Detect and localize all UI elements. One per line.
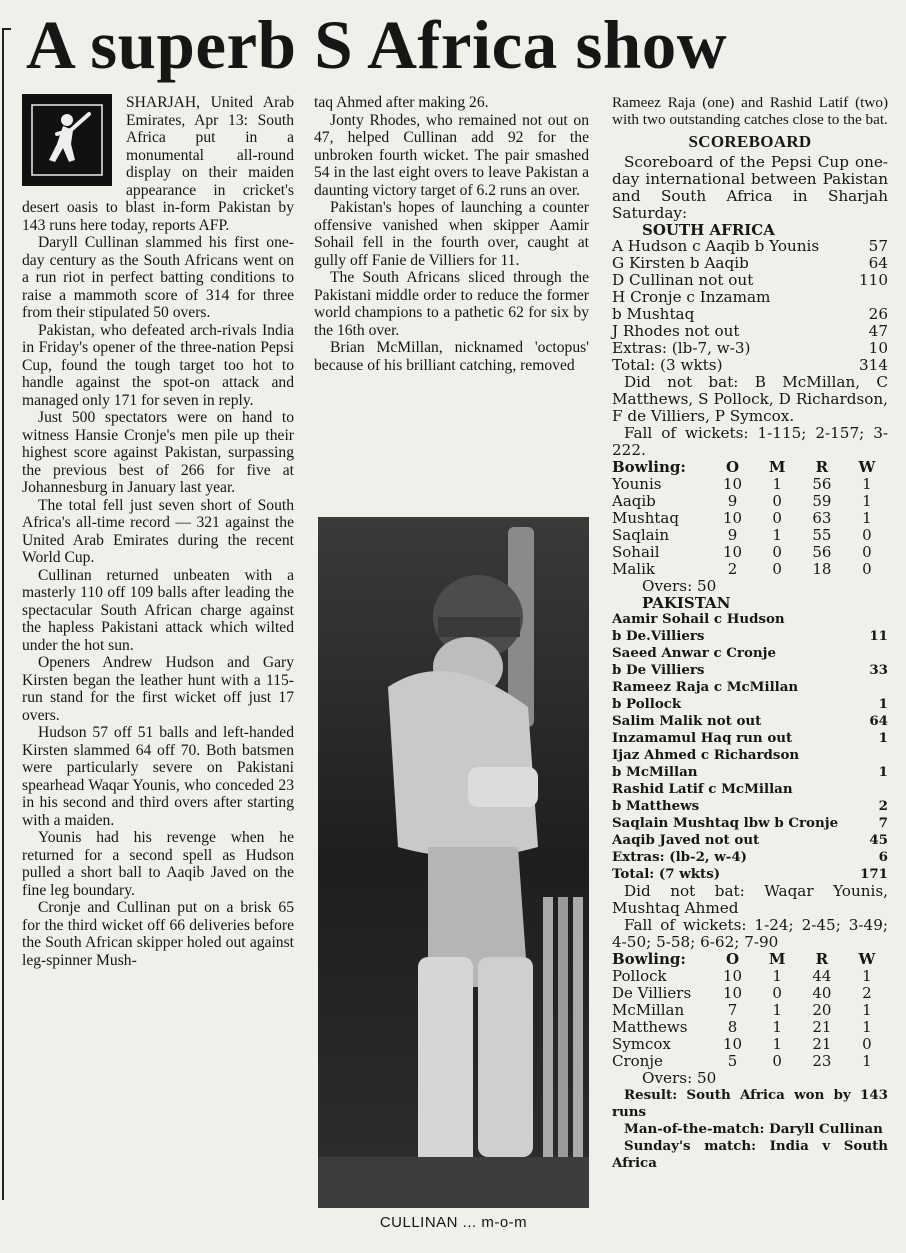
batting-row [612,815,888,832]
bowling-figure: 1 [862,1052,872,1070]
batting-row [612,289,888,306]
headline: A superb S Africa show [26,7,728,83]
bowling-figure: 1 [862,1001,872,1019]
bowling-header-cell: O [725,950,740,968]
match-result: Result: South Africa won by 143 runs [612,1087,888,1120]
article-paragraph: Pakistan's hopes of launching a counter offensive vanished when skipper Aamir Sohail fell in the fourth over, caught at gully off Fanie de Villiers for 11. [314,199,589,269]
bowling-figure: 20 [812,1001,832,1019]
bowling-figure: 21 [812,1018,832,1036]
did-not-bat: Did not bat: B McMillan, C Matthews, S Pollock, D Richardson, F de Villiers, P Symcox. [612,373,888,425]
bowling-figure: 21 [812,1035,832,1053]
scoreboard-column [612,94,888,1172]
team-heading-south-africa: SOUTH AFRICA [642,221,775,239]
batting-row [612,713,888,730]
bowler-name: Matthews [612,1018,688,1036]
bowling-figure: 0 [772,1052,782,1070]
bowling-header-cell: R [815,950,829,968]
team-heading-pakistan: PAKISTAN [642,594,731,612]
batting-row [612,866,888,883]
batting-row [612,832,888,849]
batsman-name: Ijaz Ahmed c Richardson [612,747,800,763]
bowling-figure: 44 [812,967,832,985]
bowler-name: Malik [612,560,655,578]
bowling-header-row [612,459,888,476]
bowling-figure: 2 [727,560,738,578]
runs-value: 10 [868,339,888,357]
batsman-name: Extras: (lb-7, w-3) [612,339,751,357]
bowling-row [612,561,888,578]
bowling-figure: 0 [772,543,782,561]
bowling-figure: 0 [862,526,872,544]
article-paragraph: Just 500 spectators were on hand to witness Hansie Cronje's men pile up their highest score against Pakistan, surpassing the previous best of 266 for five at Johannesburg in January last year. [22,409,294,496]
bowling-row [612,1002,888,1019]
bowling-row [612,476,888,493]
batsman-name: Rashid Latif c McMillan [612,781,793,797]
runs-value: 1 [878,730,888,746]
fall-of-wickets: Fall of wickets: 1-115; 2-157; 3-222. [612,424,888,459]
runs-value: 57 [868,237,888,255]
south-africa-bowling-table [612,951,888,1070]
runs-value: 1 [878,764,888,780]
batting-row [612,849,888,866]
batting-row [612,679,888,696]
article-paragraph: Cronje and Cullinan put on a brisk 65 for the third wicket off 66 deliveries before the South African skipper holed out against leg-spinner Mush- [22,899,294,969]
runs-value: 64 [868,254,888,272]
overs: Overs: 50 [642,577,717,595]
bowling-row [612,1036,888,1053]
photo-caption: CULLINAN ... m-o-m [379,1214,528,1231]
bowler-name: Symcox [612,1035,671,1053]
batting-row [612,255,888,272]
batsman-name: Total: (3 wkts) [612,356,723,374]
bowler-name: Younis [612,475,662,493]
batting-row [612,662,888,679]
article-paragraph: taq Ahmed after making 26. [314,94,489,111]
bowling-header-cell: Bowling: [612,458,686,476]
bowling-row [612,1019,888,1036]
bowling-figure: 1 [862,509,872,527]
bowling-row [612,1053,888,1070]
bowling-figure: 1 [772,1018,782,1036]
pakistan-bowling-table [612,459,888,578]
bowling-figure: 5 [727,1052,738,1070]
article-paragraph: SHARJAH, United Arab Emirates, Apr 13: South Africa put in a monumental all-round display on their maiden appearance in cricket's desert oasis to blast in-form Pakistan by 143 runs here today, reports AFP. [22,94,294,234]
fall-of-wickets: Fall of wickets: 1-24; 2-45; 3-49; 4-50; 5-58; 6-62; 7-90 [612,916,888,951]
bowling-header-cell: W [858,458,876,476]
bowling-figure: 1 [862,492,872,510]
bowling-figure: 23 [812,1052,832,1070]
batsman-name: Saqlain Mushtaq lbw b Cronje [612,815,839,831]
bowling-figure: 0 [862,560,872,578]
pakistan-batting [612,611,888,883]
batsman-name: Total: (7 wkts) [612,866,721,882]
article-paragraph: The total fell just seven short of South Africa's all-time record — 321 against the United Arab Emirates during the recent World Cup. [22,496,294,566]
batting-row [612,730,888,747]
scoreboard-intro: Scoreboard of the Pepsi Cup one-day international between Pakistan and South Africa in Sharjah Saturday: [612,153,888,222]
article-paragraph: Jonty Rhodes, who remained not out on 47, helped Cullinan add 92 for the unbroken fourth wicket. The pair smashed 54 in the last eight overs to leave Pakistan a daunting victory target of 6.2 runs an over. [314,111,589,199]
cullinan-batting-photo [318,517,589,1208]
batting-row [612,238,888,255]
runs-value: 6 [878,849,888,865]
article-column-2 [314,94,589,374]
batting-row [612,747,888,764]
article-paragraph: Brian McMillan, nicknamed 'octopus' because of his brilliant catching, removed [314,339,589,374]
bowling-figure: 10 [722,984,743,1002]
batsman-name: Saeed Anwar c Cronje [612,645,777,661]
runs-value: 64 [869,713,888,729]
runs-value: 2 [878,798,888,814]
bowler-name: Sohail [612,543,660,561]
bowler-name: Mushtaq [612,509,679,527]
batsman-name: Aaqib Javed not out [612,832,760,848]
bowling-figure: 7 [727,1001,738,1019]
scoreboard-title: SCOREBOARD [688,132,812,151]
bowling-header-cell: M [768,950,786,968]
bowling-row [612,985,888,1002]
bowling-figure: 10 [722,967,743,985]
bowler-name: Cronje [612,1052,663,1070]
bowling-figure: 10 [722,475,743,493]
bowler-name: De Villiers [612,984,692,1002]
bowling-figure: 10 [722,509,743,527]
batting-row [612,323,888,340]
article-paragraph: Openers Andrew Hudson and Gary Kirsten began the leather hunt with a 115-run stand for the first wicket off just 17 overs. [22,654,294,724]
column-bracket [2,28,11,1200]
runs-value: 314 [859,356,888,374]
batsman-name: Salim Malik not out [612,713,762,729]
bowling-figure: 63 [812,509,832,527]
bowling-header-row [612,951,888,968]
article-paragraph: Hudson 57 off 51 balls and left-handed Kirsten slammed 64 off 70. Both batsmen were particularly severe on Pakistani spearhead Waqar Younis, who conceded 23 in his second and third overs after starting with a maiden. [22,724,294,829]
bowling-figure: 1 [772,1035,782,1053]
batsman-name: D Cullinan not out [612,271,754,289]
bowling-figure: 1 [772,475,782,493]
bowling-figure: 1 [862,1018,872,1036]
bowling-figure: 1 [772,1001,782,1019]
bowling-figure: 1 [862,967,872,985]
bowling-figure: 0 [772,509,782,527]
batting-row [612,645,888,662]
batsman-name: H Cronje c Inzamam [612,288,771,306]
article-paragraph: Rameez Raja (one) and Rashid Latif (two) with two outstanding catches close to the bat. [612,94,888,128]
batsman-name: b Pollock [612,696,682,712]
cricket-logo-icon [22,94,112,186]
batsman-name: b Matthews [612,798,700,814]
bowling-figure: 1 [862,475,872,493]
article-paragraph: Pakistan, who defeated arch-rivals India in Friday's opener of the three-nation Pepsi Cup, found the tough target too hot to handle against the spot-on attack and managed only 171 for seven in reply. [22,321,294,409]
runs-value: 33 [869,662,888,678]
batsman-name: b McMillan [612,764,698,780]
bowling-figure: 9 [727,492,738,510]
bowling-figure: 0 [772,984,782,1002]
man-of-the-match: Man-of-the-match: Daryll Cullinan [624,1121,883,1137]
runs-value: 45 [869,832,888,848]
runs-value: 1 [878,696,888,712]
batting-row [612,798,888,815]
batting-row [612,611,888,628]
bowling-figure: 2 [862,984,872,1002]
batting-row [612,781,888,798]
bowling-row [612,527,888,544]
bowling-row [612,493,888,510]
batsman-name: Aamir Sohail c Hudson [612,611,785,627]
next-match: Sunday's match: India v South Africa [612,1138,888,1171]
article-paragraph: Younis had his revenge when he returned for a second spell as Hudson pulled a short ball to Aaqib Javed on the fine leg boundary. [22,829,294,899]
batsman-name: G Kirsten b Aaqib [612,254,749,272]
bowler-name: Pollock [612,967,667,985]
bowling-figure: 40 [812,984,832,1002]
batting-row [612,628,888,645]
overs: Overs: 50 [642,1069,717,1087]
batsman-name: A Hudson c Aaqib b Younis [612,237,820,255]
bowling-figure: 10 [722,1035,743,1053]
batsman-name: Inzamamul Haq run out [612,730,793,746]
article-paragraph: The South Africans sliced through the Pakistani middle order to reduce the former world champions to a pathetic 62 for six by the 16th over. [314,269,589,339]
runs-value: 171 [860,866,888,882]
bowling-header-cell: W [858,950,876,968]
bowling-figure: 1 [772,526,782,544]
batsman-name: b De.Villiers [612,628,705,644]
batsman-name: Extras: (lb-2, w-4) [612,849,747,865]
batting-row [612,340,888,357]
bowler-name: McMillan [612,1001,685,1019]
bowling-header-cell: O [725,458,740,476]
bowling-figure: 56 [812,475,832,493]
batsman-name: b Mushtaq [612,305,695,323]
bowling-header-cell: M [768,458,786,476]
batsman-name: b De Villiers [612,662,705,678]
runs-value: 110 [859,271,888,289]
batting-row [612,696,888,713]
bowling-figure: 0 [772,560,782,578]
bowling-figure: 56 [812,543,832,561]
bowling-figure: 55 [812,526,832,544]
bowling-row [612,544,888,561]
bowling-figure: 1 [772,967,782,985]
bowler-name: Aaqib [612,492,656,510]
bowler-name: Saqlain [612,526,670,544]
article-paragraph: Daryll Cullinan slammed his first one-day century as the South Africans went on a run riot in perfect batting conditions to raise a mammoth score of 314 for three from their stipulated 50 overs. [22,234,294,321]
bowling-header-cell: Bowling: [612,950,686,968]
batting-row [612,306,888,323]
runs-value: 7 [878,815,888,831]
bowling-row [612,510,888,527]
runs-value: 26 [868,305,888,323]
bowling-figure: 8 [727,1018,738,1036]
bowling-figure: 18 [812,560,832,578]
bowling-figure: 59 [812,492,832,510]
bowling-figure: 9 [727,526,738,544]
batting-row [612,272,888,289]
runs-value: 47 [868,322,888,340]
bowling-figure: 0 [862,1035,872,1053]
batsman-name: J Rhodes not out [612,322,740,340]
bowling-figure: 0 [862,543,872,561]
bowling-figure: 0 [772,492,782,510]
bowling-figure: 10 [722,543,743,561]
bowling-header-cell: R [815,458,829,476]
bowling-row [612,968,888,985]
south-africa-batting [612,238,888,374]
article-column-1 [22,94,294,969]
batting-row [612,357,888,374]
did-not-bat: Did not bat: Waqar Younis, Mushtaq Ahmed [612,882,888,917]
article-paragraph: Cullinan returned unbeaten with a masterly 110 off 109 balls after leading the spectacular South African charge against the hapless Pakistani attack which wilted under the hot sun. [22,566,294,654]
batsman-name: Rameez Raja c McMillan [612,679,799,695]
batting-row [612,764,888,781]
runs-value: 11 [869,628,888,644]
